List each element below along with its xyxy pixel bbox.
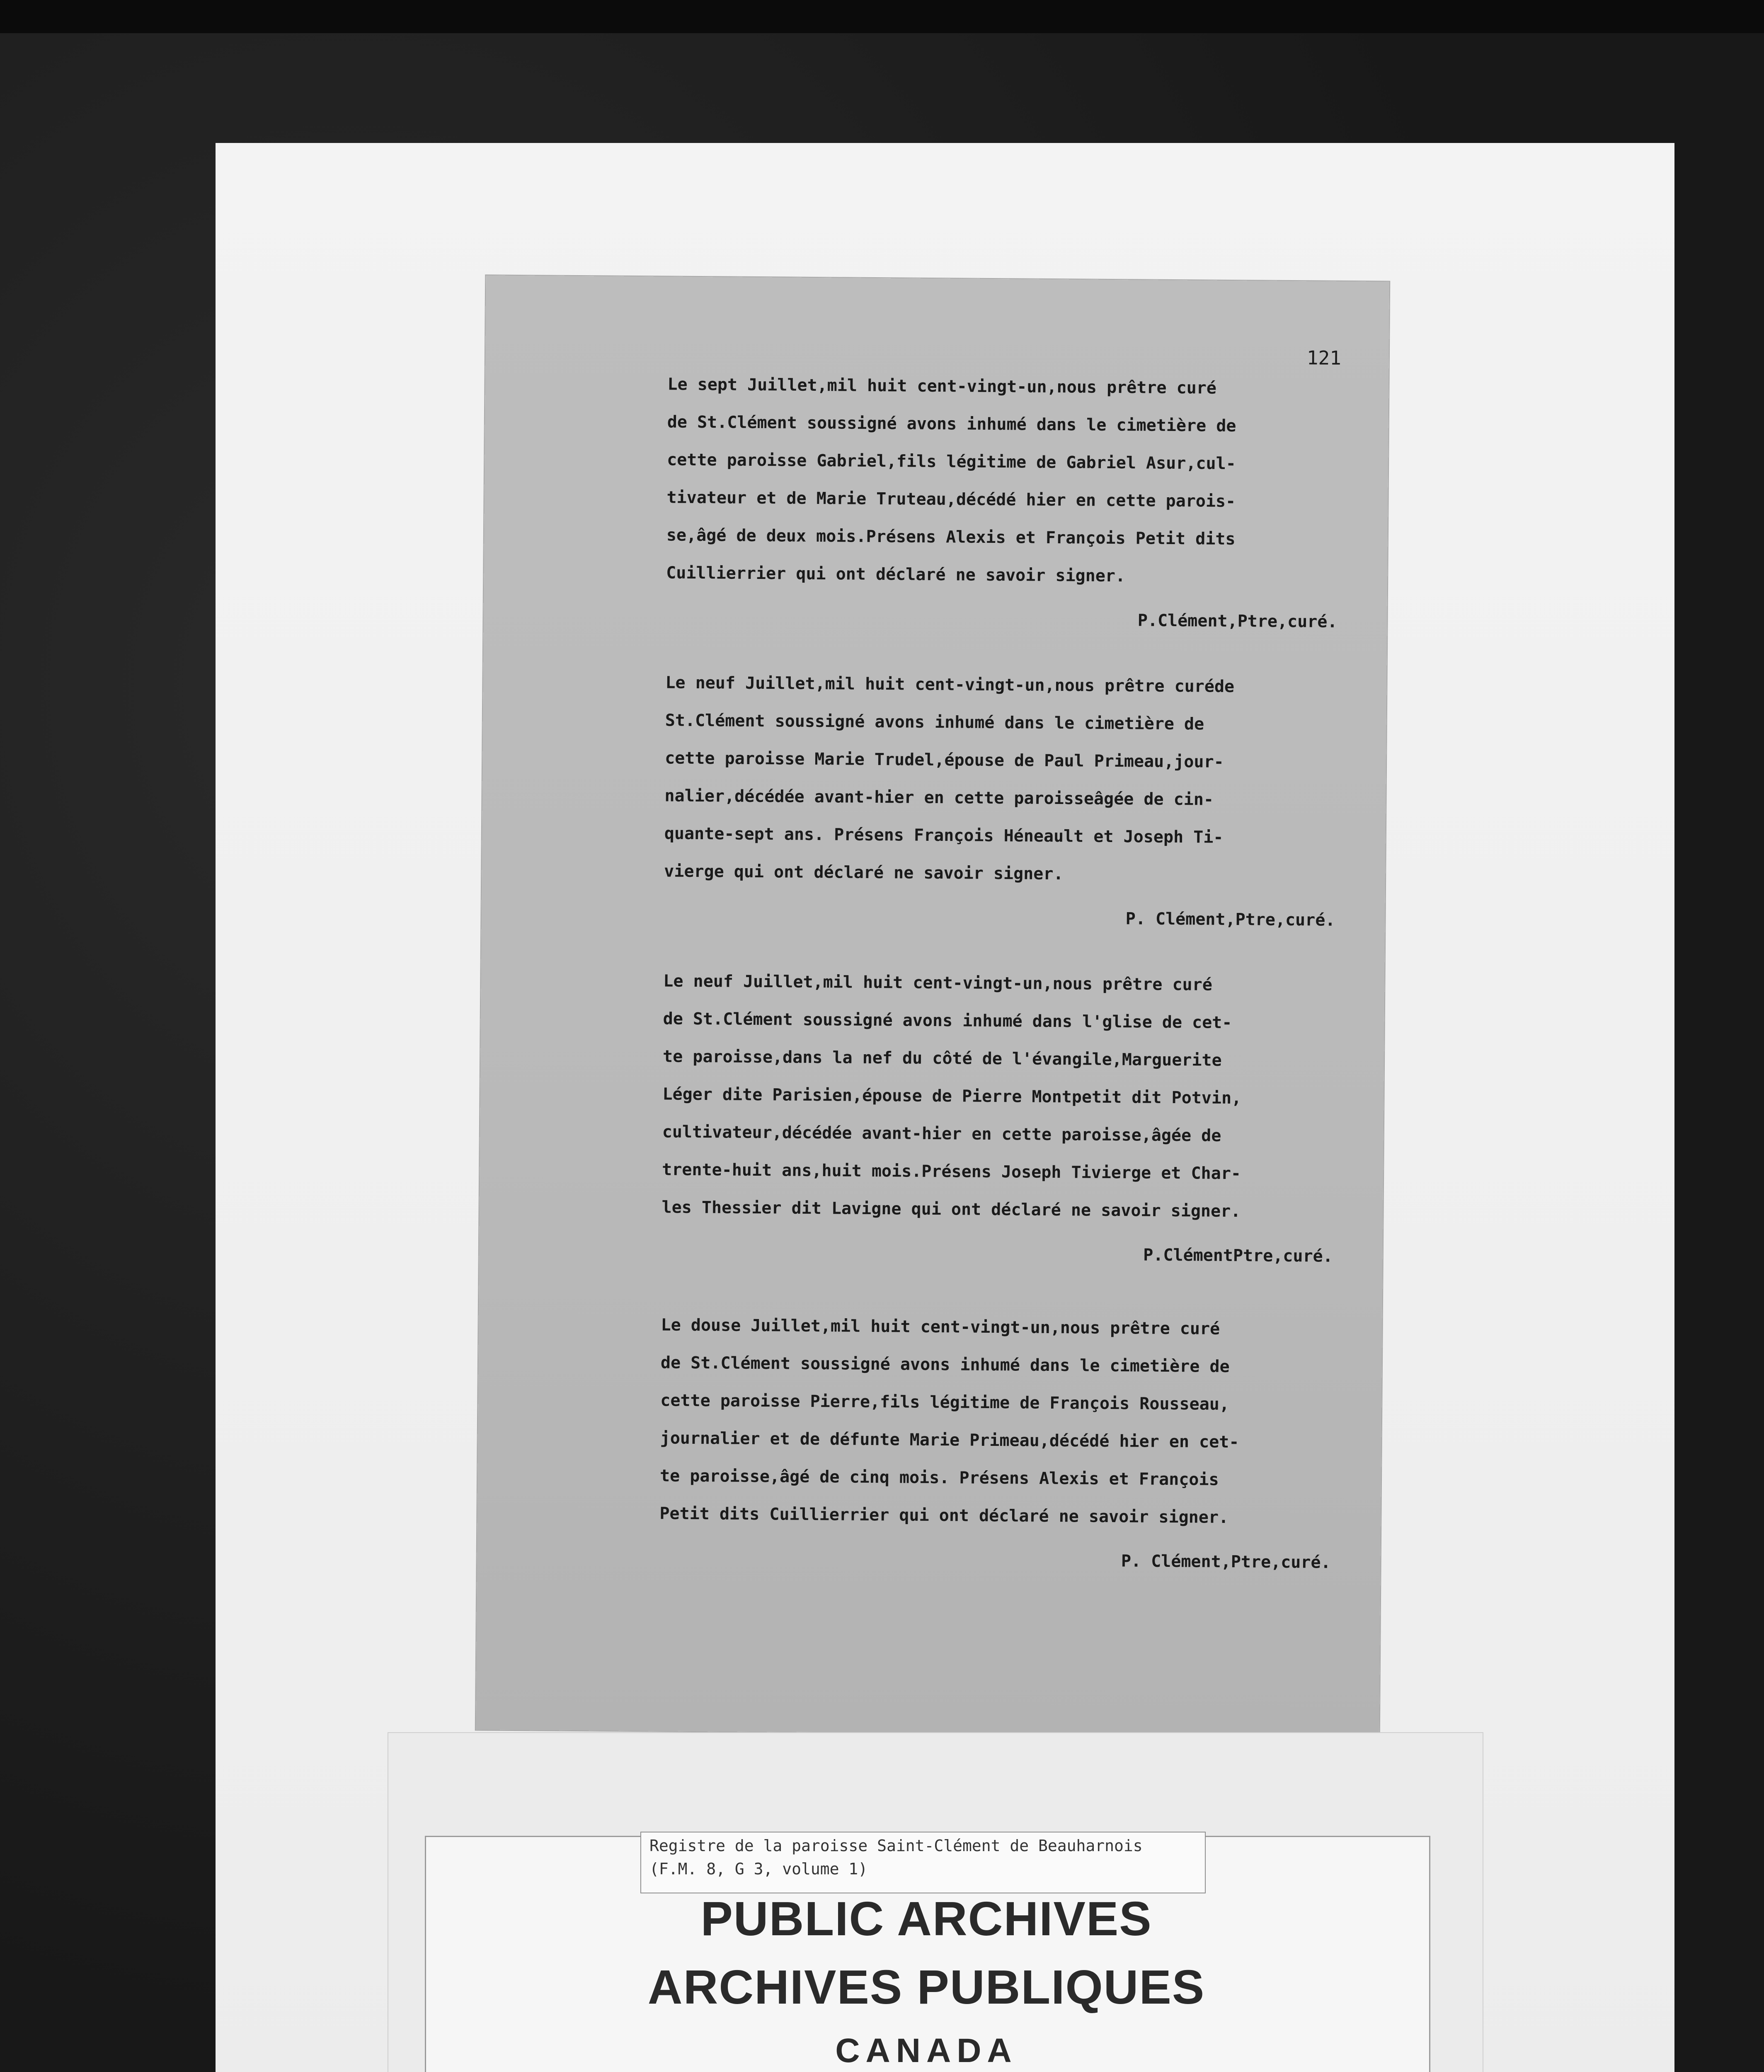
entry-signature: P.ClémentPtre,curé.	[1143, 1245, 1333, 1266]
register-reference-slip	[640, 1832, 1206, 1893]
register-title: Registre de la paroisse Saint-Clément de Beauharnois	[649, 1837, 1143, 1855]
entry-signature: P. Clément,Ptre,curé.	[1121, 1552, 1331, 1572]
stamp-english: PUBLIC ARCHIVES	[700, 1892, 1152, 1946]
entry-text: Le neuf Juillet,mil huit cent-vingt-un,nous prêtre curéde St.Clément soussigné avons inhumé dans le cimetière de cette paroisse Marie Trudel,épouse de Paul Primeau,jour- nalier,décédée avant-hier en cette paroisseâgée de cin- quante-sept ans. Présens François Héneault et Joseph Ti- vierge qui ont déclaré ne savoir signer.	[664, 673, 1235, 884]
burial-entry	[659, 1306, 1345, 1572]
entry-text: Le sept Juillet,mil huit cent-vingt-un,nous prêtre curé de St.Clément soussigné avons inhumé dans le cimetière de cette paroisse Gabriel,fils légitime de Gabriel Asur,cul- tivateur et de Marie Truteau,décédé hier en cette parois- se,âgé de deux mois.Présens Alexis et François Petit dits Cuillierrier qui ont déclaré ne savoir signer.	[666, 375, 1236, 586]
burial-entry	[664, 664, 1349, 930]
burial-entry	[666, 366, 1351, 632]
entry-text: Le neuf Juillet,mil huit cent-vingt-un,nous prêtre curé de St.Clément soussigné avons inhumé dans l'glise de cet- te paroisse,dans la nef du côté de l'évangile,Marguerite Léger dite Parisien,épouse de Pierre Montpetit dit Potvin, cultivateur,décédée avant-hier en cette paroisse,âgée de trente-huit ans,huit mois.Présens Joseph Tivierge et Char- les Thessier dit Lavigne qui ont déclaré ne savoir signer.	[662, 971, 1242, 1221]
entry-signature: P.Clément,Ptre,curé.	[1137, 611, 1338, 632]
register-reference: (F.M. 8, G 3, volume 1)	[649, 1860, 868, 1878]
burial-entry	[662, 962, 1347, 1266]
register-page	[476, 275, 1389, 1736]
stamp-country: CANADA	[835, 2032, 1018, 2070]
archives-stamp	[425, 1890, 1428, 2072]
entry-signature: P. Clément,Ptre,curé.	[1125, 909, 1335, 930]
stamp-french: ARCHIVES PUBLIQUES	[647, 1960, 1205, 2014]
page-number: 121	[1306, 346, 1342, 369]
entry-text: Le douse Juillet,mil huit cent-vingt-un,nous prêtre curé de St.Clément soussigné avons inhumé dans le cimetière de cette paroisse Pierre,fils légitime de François Rousseau, journalier et de défunte Marie Primeau,décédé hier en cet- te paroisse,âgé de cinq mois. Présens Alexis et François Petit dits Cuillierrier qui ont déclaré ne savoir signer.	[659, 1315, 1239, 1527]
film-edge	[0, 0, 1764, 33]
